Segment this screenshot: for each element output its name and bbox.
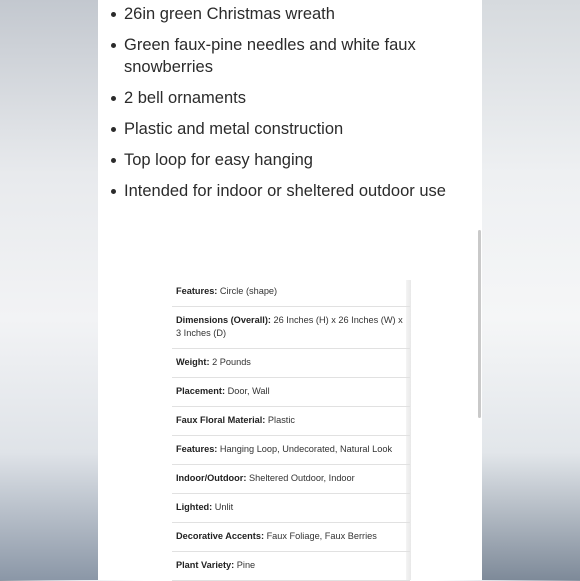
highlight-text: 26in green Christmas wreath — [124, 5, 335, 23]
highlight-item — [112, 118, 472, 140]
spec-row — [172, 407, 410, 436]
spec-row — [172, 436, 410, 465]
spec-row — [172, 465, 410, 494]
spec-value: 2 Pounds — [212, 357, 251, 367]
spec-label: Dimensions (Overall): — [176, 315, 271, 325]
bullet-icon — [111, 158, 116, 163]
bullet-icon — [111, 189, 116, 194]
highlight-text: Plastic and metal construction — [124, 120, 344, 138]
spec-label: Features: — [176, 286, 218, 296]
highlight-text: Top loop for easy hanging — [124, 151, 313, 169]
highlight-text: 2 bell ornaments — [124, 89, 246, 107]
bullet-icon — [111, 12, 116, 17]
spec-label: Placement: — [176, 386, 226, 396]
highlight-item — [112, 149, 472, 171]
product-details-panel — [98, 0, 482, 580]
spec-value: 26 Inches (H) x 26 Inches (W) x 3 Inches (D) — [176, 315, 403, 338]
highlights-list — [112, 0, 472, 211]
bullet-icon — [111, 96, 116, 101]
spec-value: Plastic — [267, 415, 295, 425]
highlight-text: Intended for indoor or sheltered outdoor use — [124, 182, 446, 200]
spec-label: Plant Variety: — [176, 560, 235, 570]
spec-value: Hanging Loop, Undecorated, Natural Look — [219, 444, 393, 454]
spec-row — [172, 552, 410, 581]
highlight-item — [112, 87, 472, 109]
spec-label: Weight: — [176, 357, 210, 367]
highlight-item — [112, 3, 472, 25]
spec-row — [172, 349, 410, 378]
spec-row — [172, 278, 410, 307]
highlight-item — [112, 34, 472, 78]
spec-label: Decorative Accents: — [176, 531, 264, 541]
highlight-item — [112, 180, 472, 202]
spec-row — [172, 523, 410, 552]
spec-label: Lighted: — [176, 502, 213, 512]
spec-value: Sheltered Outdoor, Indoor — [248, 473, 355, 483]
scrollbar[interactable] — [478, 230, 481, 418]
spec-value: Faux Foliage, Faux Berries — [266, 531, 377, 541]
bullet-icon — [111, 127, 116, 132]
spec-row — [172, 378, 410, 407]
spec-value: Circle (shape) — [219, 286, 278, 296]
specifications-table — [172, 278, 410, 581]
spec-label: Indoor/Outdoor: — [176, 473, 247, 483]
bullet-icon — [111, 43, 116, 48]
spec-row — [172, 494, 410, 523]
spec-value: Unlit — [214, 502, 234, 512]
spec-label: Features: — [176, 444, 218, 454]
spec-label: Faux Floral Material: — [176, 415, 266, 425]
spec-row — [172, 307, 410, 349]
spec-value: Door, Wall — [227, 386, 270, 396]
background-left — [0, 0, 98, 580]
background-right — [482, 0, 580, 580]
highlight-text: Green faux-pine needles and white faux snowberries — [124, 36, 416, 76]
spec-value: Pine — [236, 560, 256, 570]
